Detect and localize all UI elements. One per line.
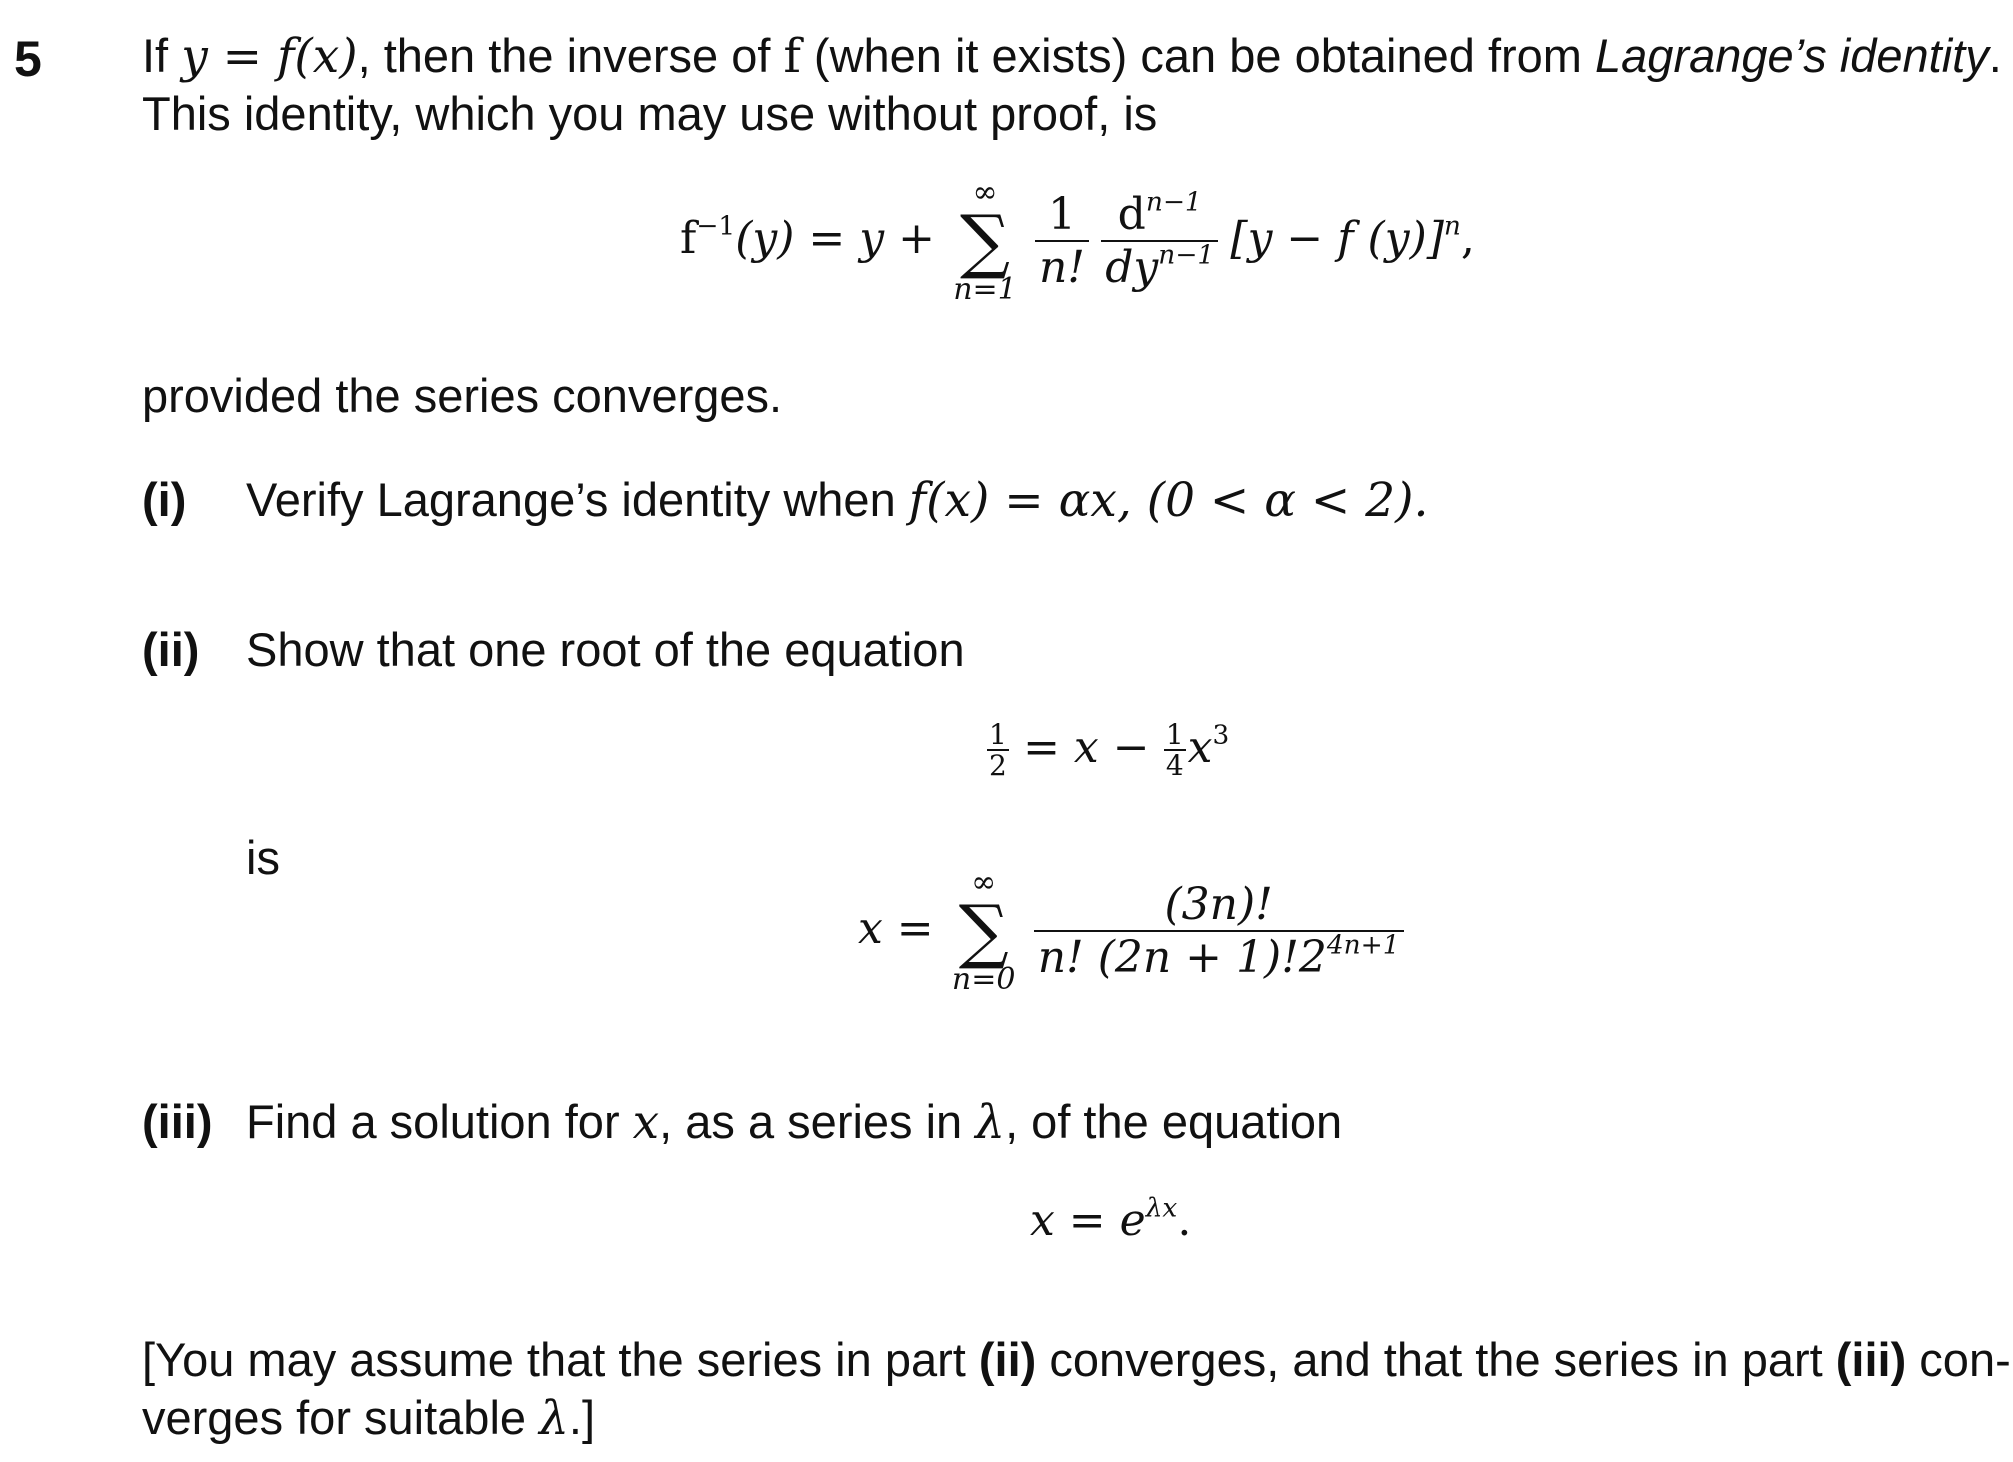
identity-bracket: [y − f (y)] [1230, 212, 1444, 264]
intro-text-d: . [1988, 29, 2002, 82]
part-i-text [246, 472, 1428, 528]
note-line1-ii: (ii) [978, 1333, 1037, 1386]
intro-math: y = f(x) [181, 29, 358, 84]
part-ii-sol-lhs: x = [858, 902, 934, 954]
note-line1-a: [You may assume that the series in part [142, 1333, 979, 1386]
note-line2-b: .] [568, 1391, 596, 1444]
part-ii-equation [985, 720, 1229, 781]
part-ii-sum-bottom: n=0 [951, 961, 1016, 997]
identity-frac1-den: n! [1038, 242, 1085, 294]
identity-frac2-den-sup: n−1 [1158, 239, 1215, 271]
note-line-2 [142, 1390, 595, 1446]
intro-text-b: , then the inverse of [357, 29, 784, 82]
part-iii-text-c: , of the equation [1005, 1095, 1343, 1148]
identity-frac-2 [1101, 186, 1218, 294]
part-ii-eq-x-sup: 3 [1212, 719, 1230, 751]
identity-sum-top: ∞ [972, 175, 998, 210]
part-ii-sum [951, 865, 1016, 997]
note-line1-c: con- [1906, 1333, 2011, 1386]
part-iii-eq-end: . [1177, 1195, 1192, 1246]
part-iii-label: (iii) [142, 1095, 213, 1148]
identity-frac2-num-sup: n−1 [1145, 186, 1202, 218]
part-iii-text-a: Find a solution for [246, 1095, 633, 1148]
part-ii-sol-num: (3n)! [1034, 879, 1404, 932]
part-i-sentence: Verify Lagrange’s identity when [246, 473, 909, 526]
part-ii-sol-den-sup: 4n+1 [1326, 929, 1400, 961]
identity-f-sup: −1 [696, 210, 736, 242]
identity-comma: , [1460, 212, 1475, 264]
part-iii-text-b: , as a series in [659, 1095, 976, 1148]
part-iii-text [246, 1094, 1342, 1150]
identity-bracket-sup: n [1443, 210, 1461, 242]
intro-line-1 [142, 28, 2002, 84]
provided-line: provided the series converges. [142, 369, 783, 422]
part-ii-sol-den-wrap [1034, 929, 1404, 984]
note-line2-lambda: λ [539, 1391, 569, 1446]
identity-frac-1 [1035, 189, 1089, 293]
intro-f: f [783, 29, 801, 84]
part-ii-half-den: 2 [989, 749, 1007, 783]
identity-f: f [680, 212, 697, 264]
identity-frac2-num: d [1117, 189, 1146, 241]
part-ii-sol-den: n! (2n + 1)!2 [1037, 932, 1327, 984]
part-ii-eq-x: x [1187, 722, 1213, 774]
identity-sum [953, 175, 1017, 307]
part-i-label: (i) [142, 473, 187, 526]
note-line2-a: verges for suitable [142, 1391, 540, 1444]
intro-lagrange-italic: Lagrange’s identity [1595, 29, 1989, 82]
lagrange-identity-equation [680, 175, 1475, 307]
part-ii-solution [858, 865, 1404, 997]
sigma-icon: ∑ [958, 890, 1009, 972]
part-ii-quarter-num: 1 [1165, 718, 1184, 751]
part-iii-eq-sup: λx [1145, 1192, 1178, 1224]
identity-frac2-den: dy [1105, 242, 1159, 294]
sigma-icon: ∑ [959, 200, 1010, 282]
part-ii-half [987, 720, 1009, 781]
intro-text-a: If [142, 29, 182, 82]
part-ii-is-label: is [246, 831, 280, 884]
identity-frac2-den-wrap [1101, 239, 1218, 294]
identity-sum-bottom: n=1 [953, 271, 1017, 307]
part-ii-quarter [1164, 720, 1186, 781]
part-iii-lambda: λ [975, 1095, 1006, 1150]
note-line1-iii: (iii) [1835, 1333, 1907, 1386]
identity-lhs-arg: (y) = y + [735, 212, 935, 264]
part-i-math: f(x) = αx, (0 < α < 2). [908, 473, 1429, 528]
note-line-1 [142, 1332, 2011, 1387]
part-iii-x: x [632, 1095, 660, 1150]
part-ii-eq-mid: = x − [1023, 722, 1150, 774]
note-line1-b: converges, and that the series in part [1036, 1333, 1836, 1386]
part-ii-text: Show that one root of the equation [246, 623, 965, 676]
part-ii-half-num: 1 [989, 718, 1007, 751]
part-iii-eq-lhs: x = e [1030, 1195, 1146, 1246]
intro-line-2: This identity, which you may use without proof, is [142, 87, 1158, 140]
question-number: 5 [14, 31, 42, 87]
identity-frac2-num-wrap [1101, 186, 1218, 242]
part-ii-label: (ii) [142, 623, 200, 676]
part-ii-sol-frac [1034, 879, 1404, 983]
part-ii-quarter-den: 4 [1165, 749, 1184, 783]
part-iii-equation [1030, 1192, 1192, 1246]
identity-frac1-num: 1 [1035, 189, 1089, 242]
part-ii-sum-top: ∞ [971, 865, 997, 900]
intro-text-c: (when it exists) can be obtained from [800, 29, 1596, 82]
